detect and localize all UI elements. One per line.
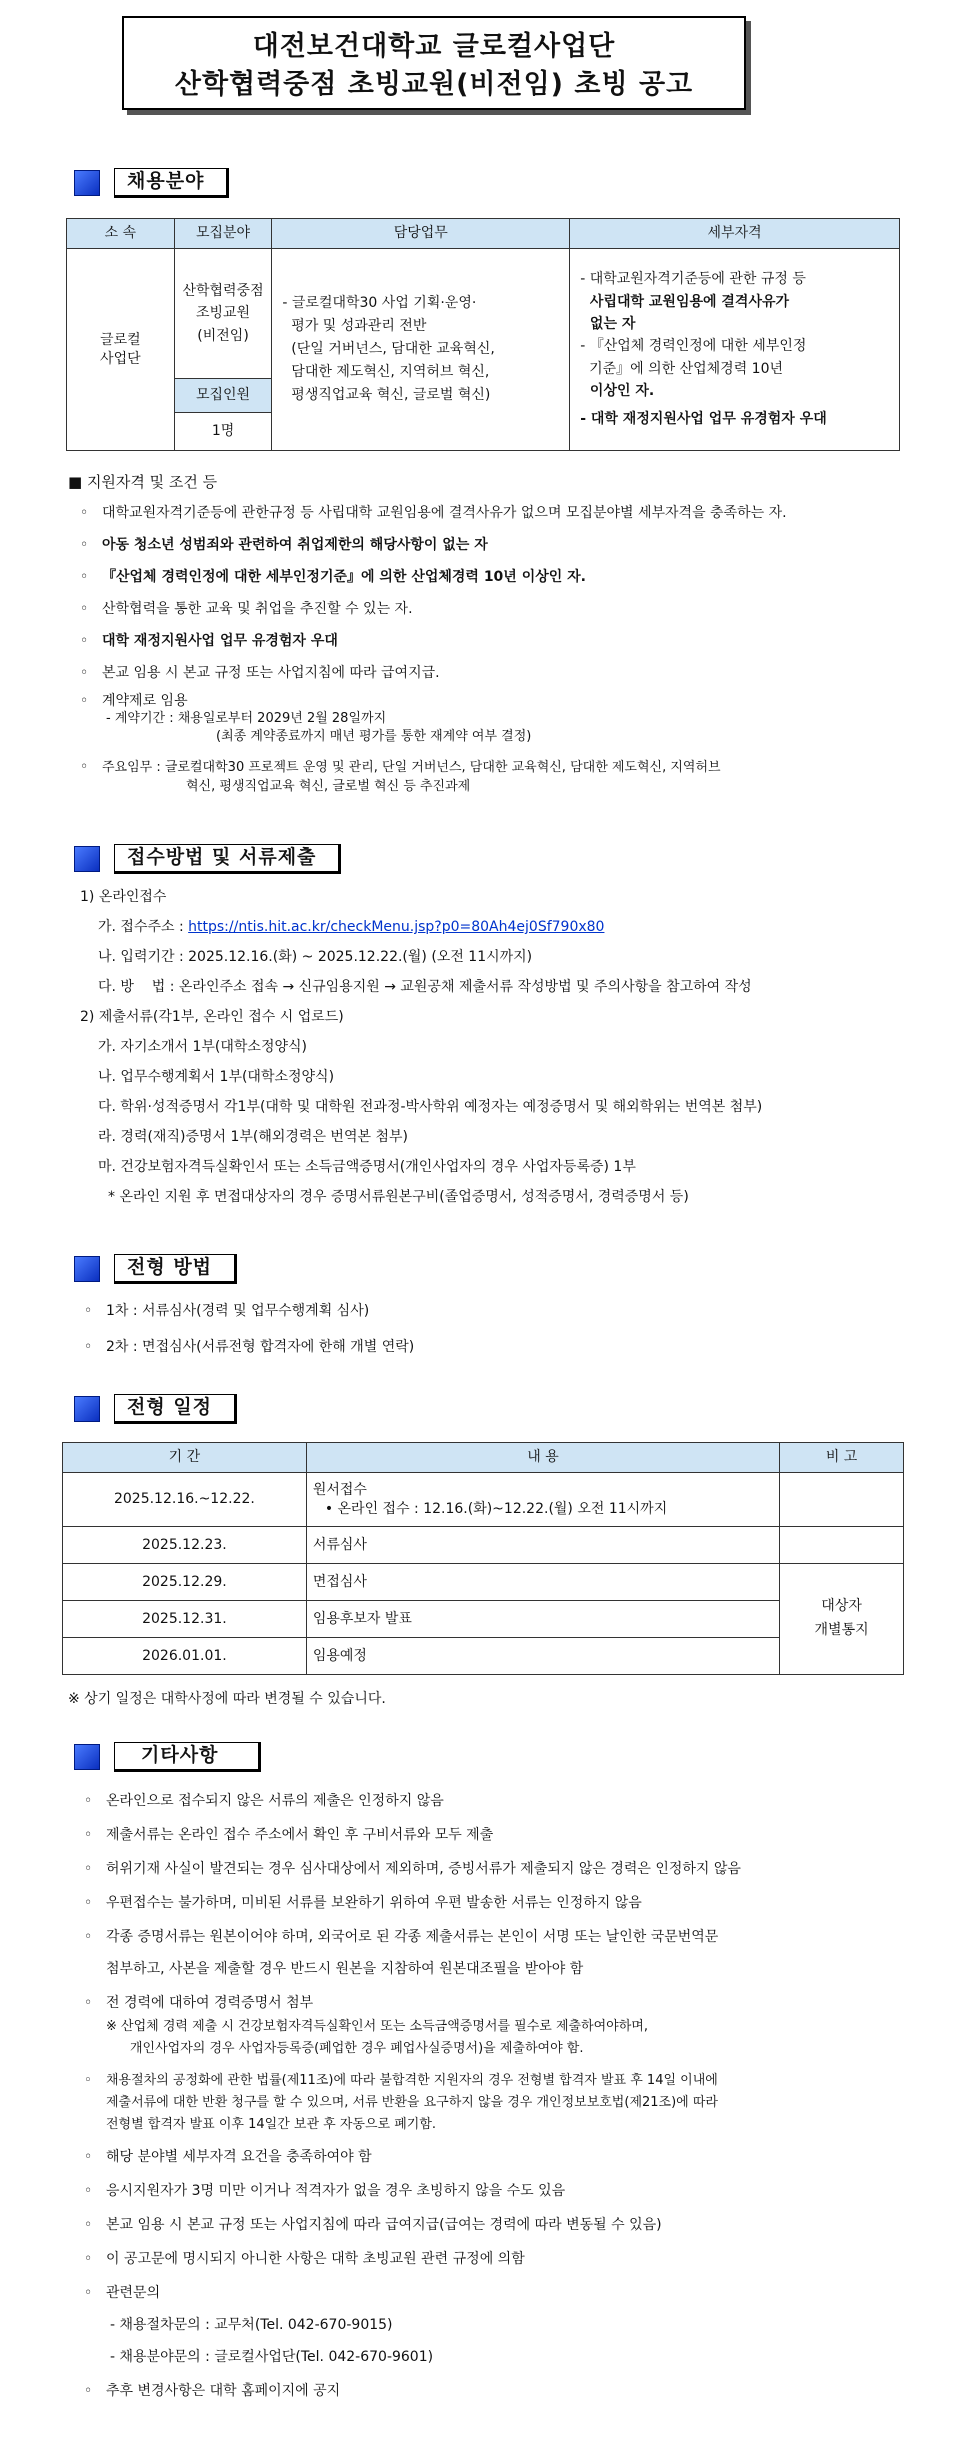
schedule-remark-empty (780, 1473, 904, 1527)
list-item-text: 온라인으로 접수되지 않은 서류의 제출은 인정하지 않음 (106, 1793, 444, 1809)
list-item-text: 해당 분야별 세부자격 요건을 충족하여야 함 (106, 2149, 372, 2165)
bullet-icon: ◦ (84, 2285, 93, 2301)
bullet-icon: ◦ (80, 537, 89, 553)
table-row (63, 1638, 904, 1675)
list-item (80, 504, 787, 523)
list-item-text: 채용절차의 공정화에 관한 법률(제11조)에 따라 불합격한 지원자의 경우 전형별 합격자 발표 후 14일 이내에 (106, 2073, 718, 2088)
table-row (63, 1527, 904, 1564)
schedule-date: 2025.12.23. (63, 1527, 307, 1564)
contract-period: - 계약기간 : 채용일로부터 2029년 2월 28일까지 (106, 711, 387, 726)
count-label-cell: 모집인원 (174, 379, 272, 413)
list-item-text: 우편접수는 불가하며, 미비된 서류를 보완하기 위하여 우편 발송한 서류는 인정하지 않음 (106, 1895, 642, 1911)
doc-item: 마. 건강보험자격득실확인서 또는 소득금액증명서(개인사업자의 경우 사업자등록증) 1부 (98, 1159, 636, 1175)
list-item (84, 1860, 741, 1879)
etc-note-line: 개인사업자의 경우 사업자등록증(폐업한 경우 폐업사실증명서)을 제출하여야 함. (130, 2041, 584, 2056)
contact-line: - 채용절차문의 : 교무처(Tel. 042-670-9015) (110, 2317, 393, 2333)
schedule-date: 2025.12.31. (63, 1601, 307, 1638)
duty-line: 평생직업교육 혁신, 글로벌 혁신) (282, 387, 491, 404)
list-item (84, 2216, 662, 2235)
list-item (84, 2148, 372, 2167)
contract-note: (최종 계약종료까지 매년 평가를 통한 재계약 여부 결정) (216, 729, 532, 744)
online-heading: 1) 온라인접수 (80, 889, 167, 905)
list-item (84, 2382, 340, 2401)
section-header-schedule (74, 1392, 237, 1426)
field-line: 산학협력중점 (182, 282, 264, 299)
qual-line: - 대학교원자격기준등에 관한 규정 등 (580, 271, 806, 288)
list-item (80, 692, 188, 711)
list-item-text: 응시지원자가 3명 미만 이거나 적격자가 없을 경우 초빙하지 않을 수도 있음 (106, 2183, 566, 2199)
bullet-icon: ◦ (80, 505, 89, 521)
conditions-header: ■ 지원자격 및 조건 등 (68, 473, 218, 491)
bullet-icon: ◦ (84, 1929, 93, 1945)
bullet-icon: ◦ (84, 1303, 93, 1319)
etc-note-line: ※ 산업체 경력 제출 시 건강보험자격득실확인서 또는 소득금액증명서를 필수로 제출하여야하며, (106, 2019, 648, 2034)
list-item (80, 600, 413, 619)
bullet-icon: ◦ (84, 2149, 93, 2165)
title-line-1: 대전보건대학교 글로컬사업단 (252, 31, 616, 62)
section-label: 접수방법 및 서류제출 (114, 844, 341, 874)
field-line: 조빙교원 (195, 305, 251, 322)
bullet-icon: ◦ (80, 569, 89, 585)
section-header-screening (74, 1252, 237, 1286)
application-url-link[interactable]: https://ntis.hit.ac.kr/checkMenu.jsp?p0=80Ah4ej0Sf790x80 (188, 919, 605, 935)
list-item-text: 1차 : 서류심사(경력 및 업무수행계획 심사) (106, 1303, 370, 1319)
section-square-icon (74, 170, 100, 196)
table-header-cell: 기 간 (63, 1443, 307, 1473)
doc-item: 나. 업무수행계획서 1부(대학소정양식) (98, 1069, 335, 1085)
schedule-table (62, 1442, 904, 1675)
list-item-text: 관련문의 (106, 2285, 161, 2301)
qual-line: 기준』에 의한 산업체경력 10년 (580, 360, 784, 377)
qualification-cell (570, 249, 900, 451)
main-duty-line-2: 혁신, 평생직업교육 혁신, 글로벌 혁신 등 추진과제 (186, 779, 471, 794)
list-item (84, 1338, 414, 1357)
schedule-content-text: 원서접수 (312, 1481, 367, 1498)
title-line-2: 산학협력중점 초빙교원(비전임) 초빙 공고 (174, 69, 694, 100)
period-line: 나. 입력기간 : 2025.12.16.(화) ~ 2025.12.22.(월) (오전 11시까지) (98, 949, 533, 965)
list-item (80, 568, 586, 587)
recruit-table (66, 218, 900, 451)
doc-item: 라. 경력(재직)증명서 1부(해외경력은 번역본 첨부) (98, 1129, 408, 1145)
section-label: 전형 일정 (114, 1394, 237, 1424)
bullet-icon: ◦ (84, 1895, 93, 1911)
list-item-text: 추후 변경사항은 대학 홈페이지에 공지 (106, 2383, 341, 2399)
table-header-cell: 담당업무 (272, 219, 570, 249)
schedule-date: 2025.12.29. (63, 1564, 307, 1601)
list-item (84, 2284, 160, 2303)
qual-line: 없는 자 (580, 315, 636, 332)
bullet-icon: ◦ (84, 2217, 93, 2233)
docs-heading: 2) 제출서류(각1부, 온라인 접수 시 업로드) (80, 1009, 344, 1025)
bullet-icon: ◦ (80, 633, 89, 649)
bullet-icon: ◦ (80, 601, 89, 617)
list-item-text: 2차 : 면접심사(서류전형 합격자에 한해 개별 연락) (106, 1339, 415, 1355)
remark-line: 개별통지 (814, 1622, 869, 1638)
bullet-icon: ◦ (84, 2073, 92, 2088)
field-line: (비전임) (197, 327, 249, 344)
list-item-continued: 첨부하고, 사본을 제출할 경우 반드시 원본을 지참하여 원본대조필을 받아야 함 (106, 1961, 584, 1977)
section-header-application (74, 842, 341, 876)
bullet-icon: ◦ (84, 1861, 93, 1877)
list-item-text: 주요임무 : 글로컬대학30 프로젝트 운영 및 관리, 단일 거버넌스, 담대한 교육혁신, 담대한 제도혁신, 지역허브 (102, 760, 721, 775)
table-row (63, 1473, 904, 1527)
list-item-text: 계약제로 임용 (102, 693, 188, 709)
list-item-text: 각종 증명서류는 원본이어야 하며, 외국어로 된 각종 제출서류는 본인이 서명 또는 날인한 국문번역문 (106, 1929, 719, 1945)
qual-line: - 『산업체 경력인정에 대한 세부인정 (580, 338, 807, 355)
list-item-text: 제출서류는 온라인 접수 주소에서 확인 후 구비서류와 모두 제출 (106, 1827, 494, 1843)
schedule-date: 2026.01.01. (63, 1638, 307, 1675)
table-header-row (67, 219, 900, 249)
bullet-icon: ◦ (84, 1995, 93, 2011)
title-box (122, 16, 746, 110)
list-item-text: 아동 청소년 성범죄와 관련하여 취업제한의 해당사항이 없는 자 (102, 537, 488, 553)
list-item (80, 536, 488, 555)
schedule-date: 2025.12.16.~12.22. (63, 1473, 307, 1527)
table-header-cell: 내 용 (306, 1443, 779, 1473)
remark-line: 대상자 (821, 1598, 862, 1615)
schedule-content (306, 1473, 779, 1527)
table-row (67, 249, 900, 379)
list-item (80, 758, 721, 777)
list-item-text: 대학교원자격기준등에 관한규정 등 사립대학 교원임용에 결격사유가 없으며 모집분야별 세부자격을 충족하는 자. (102, 505, 787, 521)
list-item-text: 허위기재 사실이 발견되는 경우 심사대상에서 제외하며, 증빙서류가 제출되지 않은 경력은 인정하지 않음 (106, 1861, 741, 1877)
list-item (80, 664, 440, 683)
section-header-recruit (74, 166, 229, 200)
bullet-icon: ◦ (84, 2183, 93, 2199)
table-header-cell: 모집분야 (174, 219, 272, 249)
table-header-cell: 소 속 (67, 219, 175, 249)
bullet-icon: ◦ (80, 693, 89, 709)
dept-cell (67, 249, 175, 451)
duty-line: (단일 거버넌스, 담대한 교육혁신, (282, 340, 495, 357)
list-item-text: 이 공고문에 명시되지 아니한 사항은 대학 초빙교원 관련 규정에 의함 (106, 2251, 525, 2267)
list-item (84, 1928, 718, 1947)
table-header-cell: 비 고 (780, 1443, 904, 1473)
list-item-text: 대학 재정지원사업 업무 유경험자 우대 (102, 633, 338, 649)
schedule-note: ※ 상기 일정은 대학사정에 따라 변경될 수 있습니다. (68, 1691, 386, 1707)
doc-item: 가. 자기소개서 1부(대학소정양식) (98, 1039, 307, 1055)
section-square-icon (74, 1744, 100, 1770)
list-item-text: 산학협력을 통한 교육 및 취업을 추진할 수 있는 자. (102, 601, 413, 617)
bullet-icon: ◦ (80, 759, 89, 775)
bullet-icon: ◦ (80, 665, 89, 681)
list-item-text: 전 경력에 대하여 경력증명서 첨부 (106, 1995, 314, 2011)
schedule-remark-empty (780, 1527, 904, 1564)
count-cell: 1명 (174, 413, 272, 451)
address-line (98, 918, 604, 937)
bullet-icon: ◦ (84, 1339, 93, 1355)
list-item (84, 1894, 642, 1913)
dept-line: 글로컬 (100, 331, 141, 348)
schedule-content: 임용예정 (306, 1638, 779, 1675)
field-cell (174, 249, 272, 379)
duty-line: 담대한 제도혁신, 지역허브 혁신, (282, 364, 490, 381)
schedule-content: 서류심사 (306, 1527, 779, 1564)
list-item-text: 『산업체 경력인정에 대한 세부인정기준』에 의한 산업체경력 10년 이상인 자. (102, 569, 586, 585)
method-line: 다. 방 법 : 온라인주소 접속 → 신규임용지원 → 교원공채 제출서류 작성방법 및 주의사항을 참고하여 작성 (98, 979, 752, 995)
duty-line: - 글로컬대학30 사업 기획·운영· (282, 294, 477, 311)
qual-line: 사립대학 교원임용에 결격사유가 (580, 293, 790, 310)
list-item (84, 1826, 493, 1845)
section-label: 채용분야 (114, 168, 229, 198)
schedule-content: 임용후보자 발표 (306, 1601, 779, 1638)
list-item (84, 2182, 565, 2201)
list-item (84, 1302, 369, 1321)
duty-cell (272, 249, 570, 451)
doc-item: 다. 학위·성적증명서 각1부(대학 및 대학원 전과정-박사학위 예정자는 예정증명서 및 해외학위는 번역본 첨부) (98, 1099, 763, 1115)
list-item-text: 본교 임용 시 본교 규정 또는 사업지침에 따라 급여지급(급여는 경력에 따라 변동될 수 있음) (106, 2217, 662, 2233)
qual-line: - 대학 재정지원사업 업무 유경험자 우대 (580, 411, 827, 428)
bullet-icon: ◦ (84, 2383, 93, 2399)
schedule-remark (780, 1564, 904, 1675)
table-row (63, 1564, 904, 1601)
section-label: 전형 방법 (114, 1254, 237, 1284)
dept-line: 사업단 (100, 350, 141, 367)
table-row (63, 1601, 904, 1638)
docs-note: * 온라인 지원 후 면접대상자의 경우 증명서류원본구비(졸업증명서, 성적증명서, 경력증명서 등) (108, 1189, 689, 1205)
section-square-icon (74, 1396, 100, 1422)
list-item-text: 본교 임용 시 본교 규정 또는 사업지침에 따라 급여지급. (102, 665, 440, 681)
list-item-continued: 제출서류에 대한 반환 청구를 할 수 있으며, 서류 반환을 요구하지 않을 경우 개인정보보호법(제21조)에 따라 (106, 2095, 718, 2110)
bullet-icon: ◦ (84, 1793, 93, 1809)
qual-line: 이상인 자. (580, 383, 655, 400)
duty-line: 평가 및 성과관리 전반 (282, 317, 427, 334)
bullet-icon: ◦ (84, 1827, 93, 1843)
table-header-cell: 세부자격 (570, 219, 900, 249)
list-item (80, 632, 338, 651)
section-square-icon (74, 846, 100, 872)
table-header-row (63, 1443, 904, 1473)
section-label: 기타사항 (114, 1742, 261, 1772)
list-item (84, 2072, 718, 2090)
list-item (84, 1792, 444, 1811)
list-item (84, 1994, 313, 2013)
list-item-continued: 전형별 합격자 발표 이후 14일간 보관 후 자동으로 폐기함. (106, 2117, 437, 2132)
section-square-icon (74, 1256, 100, 1282)
contact-line: - 채용분야문의 : 글로컬사업단(Tel. 042-670-9601) (110, 2349, 434, 2365)
bullet-icon: ◦ (84, 2251, 93, 2267)
list-item (84, 2250, 525, 2269)
address-label: 가. 접수주소 : (98, 919, 189, 935)
schedule-content-sub: • 온라인 접수 : 12.16.(화)~12.22.(월) 오전 11시까지 (324, 1500, 668, 1517)
schedule-content: 면접심사 (306, 1564, 779, 1601)
section-header-etc (74, 1740, 261, 1774)
